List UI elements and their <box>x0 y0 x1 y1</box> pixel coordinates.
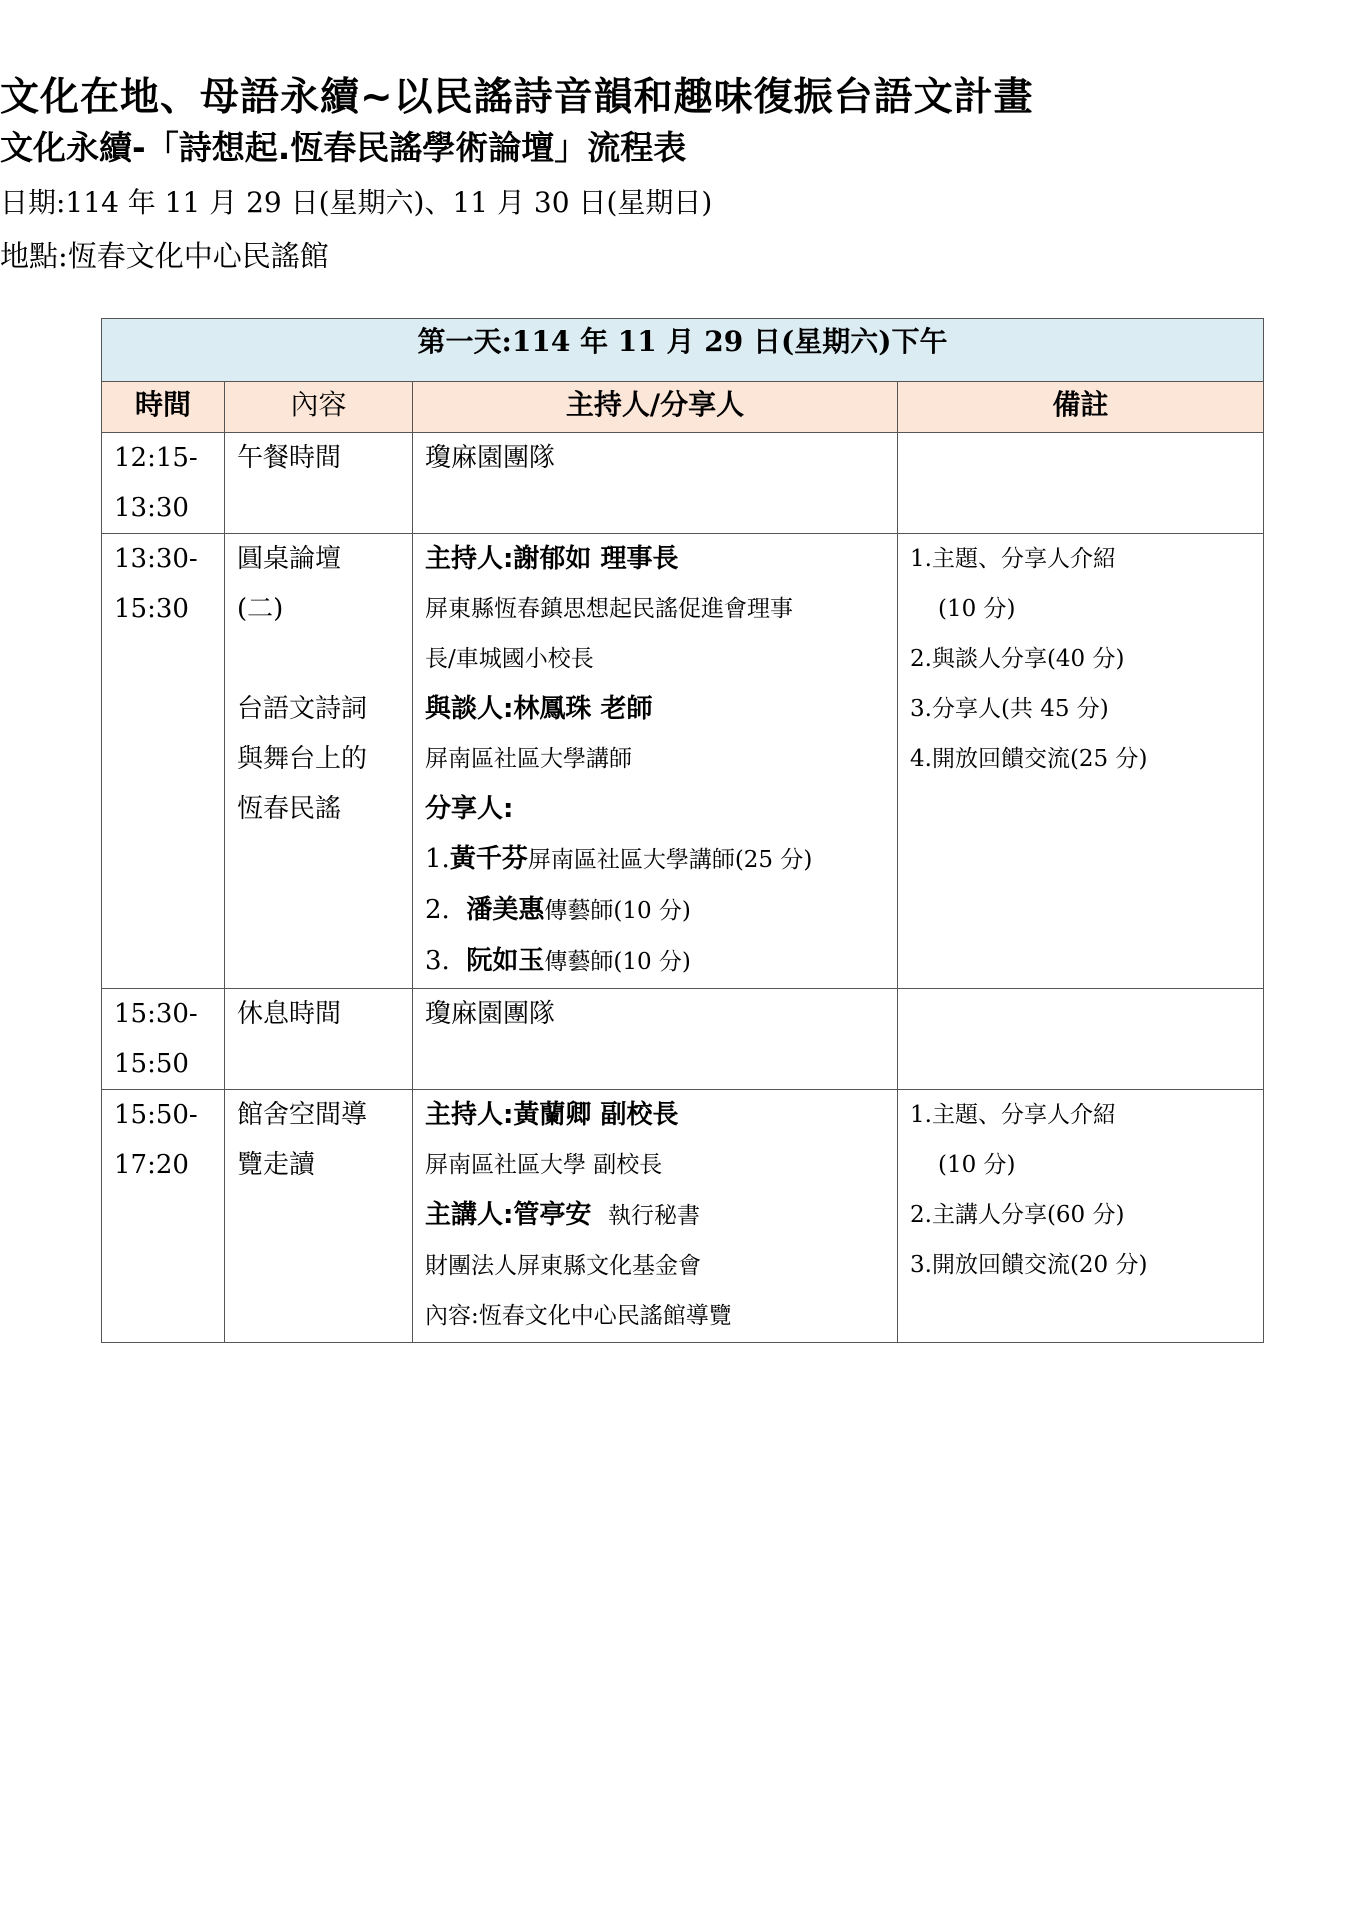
sharer-name: 黃千芬 <box>449 844 528 874</box>
column-header-host: 主持人/分享人 <box>413 382 898 433</box>
speaker-label: 主講人:管亭安 <box>425 1200 592 1230</box>
content-cell <box>225 989 413 1090</box>
content-cell <box>225 1090 413 1343</box>
discussant-label: 與談人:林鳳珠 老師 <box>425 694 653 724</box>
sharer-num: 3. <box>425 946 467 976</box>
sharers-label: 分享人: <box>425 794 514 824</box>
time-cell <box>102 989 225 1090</box>
content-note: 內容:恆春文化中心民謠館導覽 <box>425 1303 732 1329</box>
sharer-item <box>425 936 887 987</box>
time-start: 12:15- <box>114 443 198 473</box>
notes-cell <box>898 1090 1264 1343</box>
notes-cell <box>898 989 1264 1090</box>
note-item: (10 分) <box>938 596 1016 622</box>
time-end: 17:20 <box>114 1150 189 1180</box>
note-item: 2.與談人分享(40 分) <box>910 646 1125 672</box>
content-text: 休息時間 <box>237 999 342 1029</box>
discussant-desc: 屏南區社區大學講師 <box>425 746 632 772</box>
note-item: (10 分) <box>938 1152 1016 1178</box>
sharer-name: 潘美惠 <box>466 895 545 925</box>
moderator-label: 主持人:謝郁如 理事長 <box>425 544 679 574</box>
sharer-desc: 屏南區社區大學講師(25 分) <box>527 847 813 873</box>
column-header-row <box>102 382 1264 433</box>
content-cell <box>225 534 413 989</box>
time-cell <box>102 534 225 989</box>
time-end: 15:30 <box>114 594 189 624</box>
table-row <box>102 1090 1264 1343</box>
time-end: 13:30 <box>114 493 189 523</box>
sharer-desc: 傳藝師(10 分) <box>544 898 691 924</box>
time-cell <box>102 433 225 534</box>
sharer-desc: 傳藝師(10 分) <box>544 949 691 975</box>
time-end: 15:50 <box>114 1049 189 1079</box>
note-item: 1.主題、分享人介紹 <box>910 546 1116 572</box>
time-cell <box>102 1090 225 1343</box>
column-header-notes: 備註 <box>898 382 1264 433</box>
content-text: 圓桌論壇 <box>237 544 342 574</box>
host-text: 瓊麻園團隊 <box>425 999 556 1029</box>
table-row <box>102 989 1264 1090</box>
document-title: 文化在地、母語永續~以民謠詩音韻和趣味復振台語文計畫 <box>0 75 1034 120</box>
notes-cell <box>898 433 1264 534</box>
time-start: 13:30- <box>114 544 198 574</box>
moderator-desc: 屏東縣恆春鎮思想起民謠促進會理事 <box>425 596 793 622</box>
host-cell <box>413 433 898 534</box>
sharer-name: 阮如玉 <box>466 946 545 976</box>
content-text: 覽走讀 <box>237 1150 316 1180</box>
host-cell <box>413 989 898 1090</box>
column-header-content: 內容 <box>225 382 413 433</box>
content-text: (二) <box>237 594 284 624</box>
table-row <box>102 534 1264 989</box>
moderator-desc: 長/車城國小校長 <box>425 646 594 672</box>
content-text: 館舍空間導 <box>237 1100 368 1130</box>
speaker-line <box>425 1190 887 1241</box>
content-text: 與舞台上的 <box>237 744 368 774</box>
time-start: 15:50- <box>114 1100 198 1130</box>
document-subtitle: 文化永續-「詩想起.恆春民謠學術論壇」流程表 <box>0 128 687 167</box>
speaker-title: 執行秘書 <box>607 1203 700 1229</box>
day-header-row <box>102 319 1264 382</box>
content-text: 午餐時間 <box>237 443 342 473</box>
host-cell <box>413 1090 898 1343</box>
notes-cell <box>898 534 1264 989</box>
content-text: 恆春民謠 <box>237 794 342 824</box>
speaker-desc: 財團法人屏東縣文化基金會 <box>425 1253 701 1279</box>
content-text: 台語文詩詞 <box>237 694 368 724</box>
host-text: 瓊麻園團隊 <box>425 443 556 473</box>
sharer-item <box>425 885 887 936</box>
moderator-desc: 屏南區社區大學 副校長 <box>425 1152 663 1178</box>
venue-line: 地點:恆春文化中心民謠館 <box>0 239 329 273</box>
content-cell <box>225 433 413 534</box>
note-item: 1.主題、分享人介紹 <box>910 1102 1116 1128</box>
moderator-label: 主持人:黃蘭卿 副校長 <box>425 1100 679 1130</box>
time-start: 15:30- <box>114 999 198 1029</box>
note-item: 2.主講人分享(60 分) <box>910 1202 1125 1228</box>
note-item: 4.開放回饋交流(25 分) <box>910 746 1148 772</box>
sharer-num: 1. <box>425 844 450 874</box>
column-header-time: 時間 <box>102 382 225 433</box>
note-item: 3.分享人(共 45 分) <box>910 696 1109 722</box>
table-row <box>102 433 1264 534</box>
sharer-item <box>425 834 887 885</box>
sharer-num: 2. <box>425 895 467 925</box>
date-line: 日期:114 年 11 月 29 日(星期六)、11 月 30 日(星期日) <box>0 186 713 219</box>
day-title: 第一天:114 年 11 月 29 日(星期六)下午 <box>102 319 1264 382</box>
note-item: 3.開放回饋交流(20 分) <box>910 1252 1148 1278</box>
schedule-table <box>101 318 1264 1343</box>
host-cell <box>413 534 898 989</box>
